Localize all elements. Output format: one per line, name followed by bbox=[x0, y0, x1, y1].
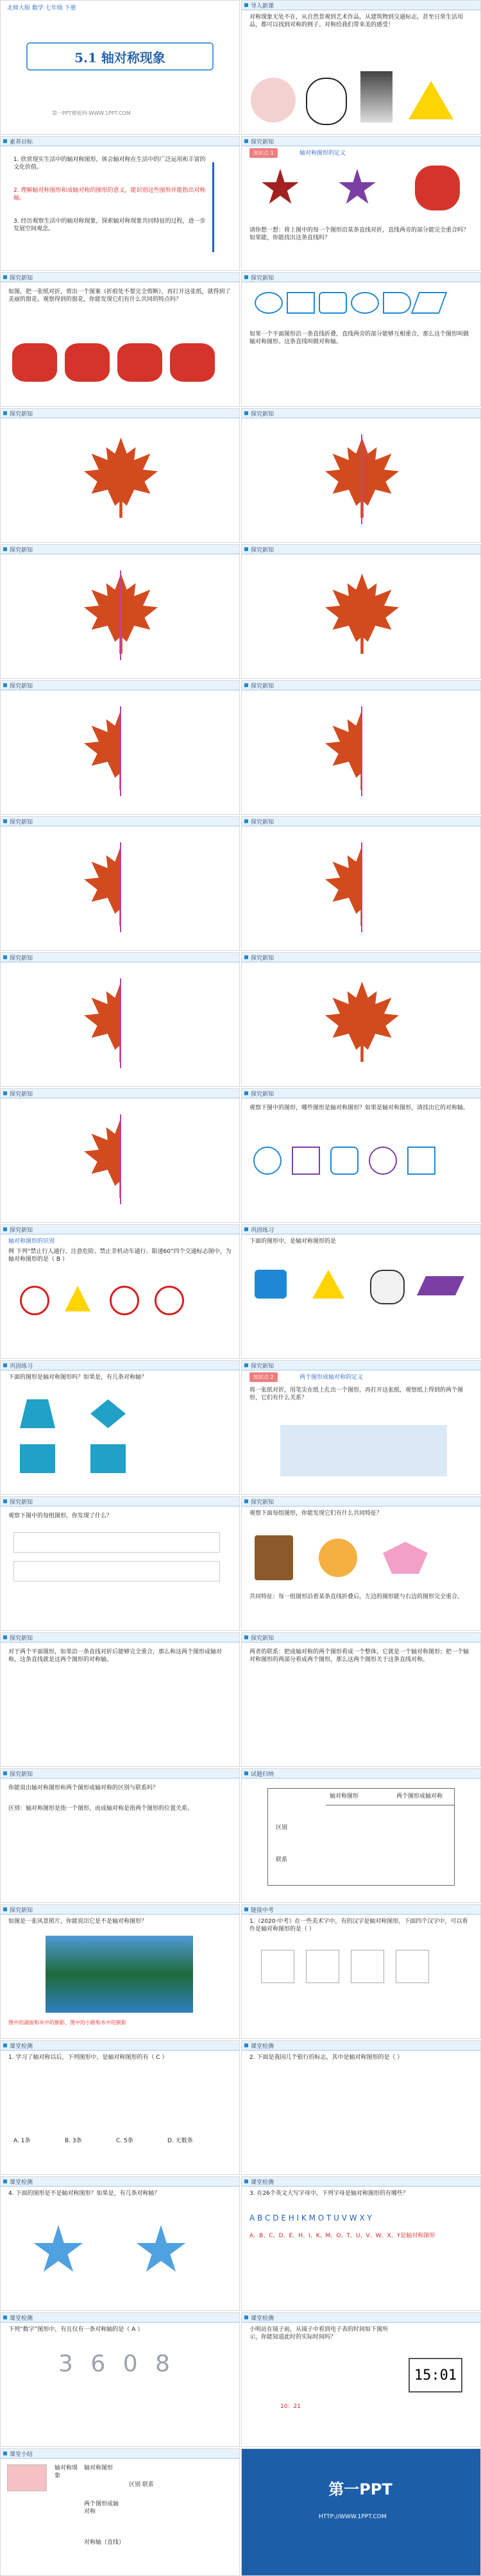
slide-text: 如图，把一张纸对折，剪出一个图案（折痕处不要完全剪断），再打开这张纸，就得到了美丽的窗花。观察得到的窗花，你能发现它们有什么共同的特点吗？ bbox=[8, 289, 231, 303]
example-text: 例 下列“禁止行人通行、注意危险、禁止非机动车通行、限速60”四个交通标志图中，为轴对称图形的是（ B ） bbox=[8, 1249, 232, 1263]
bullet-icon bbox=[3, 547, 7, 551]
symmetry-axis-line bbox=[120, 1114, 121, 1204]
slide-11[interactable] bbox=[0, 680, 240, 815]
shape-icon bbox=[411, 292, 447, 314]
star-shape-icon bbox=[135, 2225, 187, 2276]
definition-text: 如果一个平面图形沿一条直线折叠，直线两旁的部分能够互相重合，那么这个图形叫做轴对称图形。这条直线叫做对称轴。 bbox=[249, 331, 469, 345]
summary-branch-2: 两个图形成轴对称 bbox=[84, 2501, 119, 2515]
slide-header: 探究新知 bbox=[1, 817, 239, 826]
bullet-icon bbox=[244, 1499, 248, 1503]
slide-header: 探究新知 bbox=[242, 681, 480, 690]
opera-mask-icon bbox=[370, 1270, 405, 1304]
symmetry-axis-line bbox=[120, 978, 121, 1068]
bullet-icon bbox=[244, 1091, 248, 1095]
paper-cut-image bbox=[65, 343, 110, 382]
slide-13[interactable] bbox=[0, 816, 240, 951]
slide-header: 探究新知 bbox=[242, 273, 480, 282]
pattern-box bbox=[261, 1950, 294, 1983]
slide-header: 探究新知 bbox=[242, 817, 480, 826]
relationship-text: 两者的联系：把成轴对称的两个图形看成一个整体，它就是一个轴对称图形；把一个轴对称图形的两部分看成两个图形，那么这两个图形关于这条直线对称。 bbox=[249, 1649, 469, 1663]
bullet-icon bbox=[244, 1635, 248, 1639]
maple-leaf-image bbox=[325, 574, 399, 654]
progress-arrow-icon bbox=[212, 162, 230, 252]
slide-7[interactable] bbox=[0, 408, 240, 543]
bullet-icon bbox=[244, 275, 248, 279]
slide-header: 探究新知 bbox=[1, 953, 239, 962]
maple-leaf-image bbox=[84, 438, 158, 518]
slide-header: 探究新知 bbox=[242, 1361, 480, 1370]
bullet-icon bbox=[244, 955, 248, 959]
footer-text: 第一PPT模板网-WWW.1PPT.COM bbox=[52, 110, 131, 116]
slide-4[interactable] bbox=[241, 136, 481, 271]
knowledge-point-badge: 知识点 1 bbox=[249, 148, 278, 158]
slide-header: 课堂检测 bbox=[1, 2177, 239, 2187]
course-label: 北师大版 数学 七年级 下册 bbox=[7, 5, 76, 12]
bullet-icon bbox=[244, 2179, 248, 2183]
comparison-table bbox=[267, 1788, 455, 1886]
slide-19[interactable] bbox=[0, 1224, 240, 1359]
slide-35[interactable] bbox=[0, 2312, 240, 2447]
symmetry-axis-line bbox=[120, 842, 121, 932]
slide-9[interactable] bbox=[0, 544, 240, 679]
kp-title: 轴对称图形的定义 bbox=[300, 150, 346, 157]
paper-fold-image bbox=[280, 1425, 447, 1476]
slide-header: 探究新知 bbox=[1, 1633, 239, 1642]
symbol-icon bbox=[292, 1147, 320, 1175]
photo-note: 图中的湖面和水中的倒影，图中的小路和水中的倒影 bbox=[8, 2020, 126, 2026]
goal-3: 3. 经历观察生活中的轴对称现象，探索轴对称现象共同特征的过程，进一步发展空间观念。 bbox=[13, 218, 206, 232]
question-text: 请你想一想：将上图中的每一个图形沿某条直线对折，直线两旁的部分能完全重合吗？如果能，你能找出这条直线吗？ bbox=[249, 227, 469, 241]
slide-header: 探究新知 bbox=[1, 1905, 239, 1915]
bullet-icon bbox=[3, 1635, 7, 1639]
symbol-icon bbox=[407, 1147, 435, 1175]
star-shape-icon bbox=[261, 169, 300, 207]
slide-header: 探究新知 bbox=[242, 1633, 480, 1642]
mask-image bbox=[306, 78, 347, 125]
bullet-icon bbox=[3, 2452, 7, 2455]
letters-row: A B C D E H I K M O T U V W X Y bbox=[249, 2213, 372, 2222]
symbol-row bbox=[253, 1147, 459, 1185]
triangle-sign-icon bbox=[312, 1270, 344, 1299]
bullet-icon bbox=[244, 547, 248, 551]
slide-header: 探究新知 bbox=[1, 1225, 239, 1234]
bullet-icon bbox=[3, 683, 7, 687]
symmetry-axis-line bbox=[361, 706, 362, 796]
slide-18[interactable] bbox=[241, 1088, 481, 1223]
slide-15[interactable] bbox=[0, 952, 240, 1087]
slide-header: 探究新知 bbox=[242, 137, 480, 146]
symmetry-axis-line bbox=[120, 706, 121, 796]
square-shape bbox=[90, 1444, 126, 1473]
bullet-icon bbox=[244, 139, 248, 143]
answer-time: 10：21 bbox=[280, 2403, 301, 2410]
paper-cut-image bbox=[12, 343, 57, 382]
shape-icon bbox=[287, 292, 315, 314]
summary-axis: 对称轴（直线） bbox=[84, 2539, 125, 2546]
bullet-icon bbox=[3, 1499, 7, 1503]
bullet-icon bbox=[3, 1227, 7, 1231]
door-image bbox=[255, 1535, 293, 1580]
symmetry-axis-line bbox=[361, 842, 362, 932]
bullet-icon bbox=[3, 2179, 7, 2183]
slide-37[interactable] bbox=[0, 2448, 240, 2576]
choice-b[interactable]: B. 3条 bbox=[65, 2138, 82, 2144]
pattern-box bbox=[306, 1950, 339, 1983]
bullet-icon bbox=[244, 2043, 248, 2047]
slide-17[interactable] bbox=[0, 1088, 240, 1223]
clock-digits: 15:01 bbox=[414, 2367, 457, 2384]
question-text: 下列“数字”图形中，有且仅有一条对称轴的是（ A ） bbox=[8, 2326, 144, 2333]
slide-6[interactable] bbox=[241, 272, 481, 407]
question-text: 下面的图形是轴对称图形吗？如果是，有几条对称轴？ bbox=[8, 1374, 148, 1381]
slide-header: 探究新知 bbox=[242, 409, 480, 418]
slide-header: 课堂检测 bbox=[1, 2041, 239, 2051]
bullet-icon bbox=[244, 3, 248, 7]
conclusion-text: 共同特征：每一组图形沿着某条直线折叠后，左边的图形能与右边的图形完全重合。 bbox=[249, 1594, 464, 1600]
slide-header: 探究新知 bbox=[1, 681, 239, 690]
slide-header: 素养目标 bbox=[1, 137, 239, 146]
bullet-icon bbox=[3, 1907, 7, 1911]
slide-25[interactable] bbox=[0, 1632, 240, 1767]
slide-31[interactable] bbox=[0, 2040, 240, 2175]
slide-header: 巩固练习 bbox=[1, 1361, 239, 1370]
bullet-icon bbox=[244, 411, 248, 415]
bullet-icon bbox=[244, 1363, 248, 1367]
maple-leaf-image bbox=[325, 982, 399, 1062]
pentagon-image bbox=[383, 1542, 428, 1574]
bullet-icon bbox=[3, 275, 7, 279]
warning-sign-icon bbox=[409, 81, 453, 119]
bullet-icon bbox=[3, 1363, 7, 1367]
slide-header: 巩固练习 bbox=[242, 1225, 480, 1234]
shape-icon bbox=[383, 292, 411, 314]
question-text: 2. 下面是我国几个银行的标志，其中是轴对称图形的是（ ） bbox=[249, 2054, 403, 2061]
pattern-strip bbox=[13, 1561, 220, 1582]
slide-36[interactable] bbox=[241, 2312, 481, 2447]
slide-5[interactable] bbox=[0, 272, 240, 407]
slide-38[interactable] bbox=[241, 2448, 481, 2576]
goal-2: 2. 理解轴对称图形和成轴对称的图形的意义，能识别这些图形并能指出对称轴。 bbox=[13, 187, 206, 201]
question-text: 4. 下面的图形是不是轴对称图形？如果是，有几条对称轴？ bbox=[8, 2190, 160, 2197]
slide-header: 探究新知 bbox=[1, 545, 239, 554]
bullet-icon bbox=[3, 139, 7, 143]
slide-26[interactable] bbox=[241, 1632, 481, 1767]
row-label: 区别 bbox=[276, 1825, 288, 1831]
definition-text: 对于两个平面图形，如果沿一条直线对折后能够完全重合，那么称这两个图形成轴对称，这条直线就是这两个图形的对称轴。 bbox=[8, 1649, 223, 1663]
no-pedestrian-sign-icon bbox=[20, 1286, 49, 1315]
symmetry-axis-line bbox=[120, 570, 121, 660]
slide-20[interactable] bbox=[241, 1224, 481, 1359]
slide-16[interactable] bbox=[241, 952, 481, 1087]
summary-branch-1: 轴对称图形 bbox=[84, 2465, 114, 2471]
no-bicycle-sign-icon bbox=[110, 1286, 139, 1315]
star-shape-icon bbox=[338, 169, 376, 207]
warning-sign-icon bbox=[65, 1286, 90, 1311]
butterfly-icon bbox=[415, 166, 460, 210]
butterfly-image bbox=[251, 78, 296, 123]
star-shape-icon bbox=[33, 2225, 84, 2276]
question-text: 你能说出轴对称图形和两个图形成轴对称的区别与联系吗？ bbox=[8, 1785, 159, 1791]
slide-32[interactable] bbox=[241, 2040, 481, 2175]
pattern-strip bbox=[13, 1532, 220, 1553]
slide-12[interactable] bbox=[241, 680, 481, 815]
slide-header: 课堂小结 bbox=[1, 2449, 239, 2459]
slide-header: 链接中考 bbox=[242, 1905, 480, 1915]
slide-header: 探究新知 bbox=[1, 1769, 239, 1778]
question-text: 1.（2020·中考）在一些美术字中，有的汉字是轴对称图形，下面四个汉字中，可以看作是轴对称图形的是（ ） bbox=[249, 1918, 468, 1932]
bullet-icon bbox=[244, 819, 248, 823]
speed-limit-60-sign-icon bbox=[155, 1286, 184, 1315]
bullet-icon bbox=[244, 1227, 248, 1231]
shape-icon bbox=[319, 292, 347, 314]
slide-header: 导入新课 bbox=[242, 1, 480, 10]
slide-header: 探究新知 bbox=[1, 1089, 239, 1098]
symbol-icon bbox=[369, 1147, 397, 1175]
bullet-icon bbox=[3, 955, 7, 959]
bullet-icon bbox=[244, 683, 248, 687]
question-text: 下面的图形中，是轴对称图形的是 bbox=[249, 1238, 337, 1245]
slide-33[interactable] bbox=[0, 2176, 240, 2311]
digital-clock bbox=[409, 2358, 462, 2393]
slide-header: 探究新知 bbox=[1, 273, 239, 282]
slide-24[interactable] bbox=[241, 1496, 481, 1631]
slide-text: 对称现象无处不在，从自然景观到艺术作品，从建筑物到交通标志，甚至日常生活用品，都可以找到对称的例子。对称给我们带来美的感受！ bbox=[249, 14, 464, 28]
choice-c[interactable]: C. 5条 bbox=[116, 2138, 133, 2144]
table-header-2: 两个图形成轴对称 bbox=[396, 1793, 443, 1800]
summary-image-left bbox=[7, 2464, 47, 2491]
question-text: 如图是一张风景照片，你能说出它是不是轴对称图形？ bbox=[8, 1918, 148, 1925]
shape-icon bbox=[351, 292, 379, 314]
kp-title: 两个图形成轴对称的定义 bbox=[300, 1374, 364, 1381]
slide-23[interactable] bbox=[0, 1496, 240, 1631]
traffic-signs-row bbox=[20, 1286, 199, 1318]
slide-27[interactable] bbox=[0, 1768, 240, 1903]
slide-3[interactable] bbox=[0, 136, 240, 271]
bullet-icon bbox=[244, 2316, 248, 2319]
shirt-icon bbox=[255, 1270, 287, 1299]
slide-header: 课堂检测 bbox=[242, 2313, 480, 2323]
row-label: 联系 bbox=[276, 1857, 288, 1863]
pattern-box bbox=[396, 1950, 429, 1983]
bullet-icon bbox=[3, 2043, 7, 2047]
diamond-shape bbox=[90, 1399, 126, 1428]
question-text: 1. 学习了轴对称以后，下列图形中，是轴对称图形的有（ C ） bbox=[8, 2054, 168, 2061]
slide-header: 课堂检测 bbox=[1, 2313, 239, 2323]
slide-header: 课堂检测 bbox=[242, 2177, 480, 2187]
lesson-title: 5.1 轴对称现象 bbox=[74, 49, 165, 65]
question-text: 观察下面每组图形，你能发现它们有什么共同特征？ bbox=[249, 1510, 383, 1517]
title-box bbox=[26, 42, 214, 71]
slide-8[interactable] bbox=[241, 408, 481, 543]
slide-header: 探究新知 bbox=[242, 1089, 480, 1098]
parallelogram-icon bbox=[417, 1276, 464, 1295]
bullet-icon bbox=[244, 1907, 248, 1911]
landscape-photo bbox=[46, 1936, 193, 2013]
brand-logo-text: 第一PPT bbox=[328, 2480, 392, 2498]
slide-header: 探究新知 bbox=[242, 1497, 480, 1506]
pattern-box bbox=[351, 1950, 384, 1983]
digit-figures: 3 6 0 8 bbox=[58, 2351, 175, 2377]
bullet-icon bbox=[3, 411, 7, 415]
slide-text: 将一张纸对折，用笔尖在纸上扎出一个图形，再打开这张纸，观察纸上得到的两个图形，它们有什么关系？ bbox=[249, 1387, 464, 1401]
slide-header: 探究新知 bbox=[242, 953, 480, 962]
question-text: 3. 在26个英文大写字母中，下列字母是轴对称图形的有哪些？ bbox=[249, 2190, 409, 2197]
butterfly-image bbox=[319, 1539, 357, 1577]
choice-a[interactable]: A. 1条 bbox=[13, 2138, 31, 2144]
brand-url[interactable]: HTTP://WWW.1PPT.COM bbox=[319, 2514, 387, 2520]
slide-29[interactable] bbox=[0, 1904, 240, 2039]
slide-14[interactable] bbox=[241, 816, 481, 951]
bullet-icon bbox=[3, 1771, 7, 1775]
question-text: 观察下图中的每组图形，你发现了什么？ bbox=[8, 1513, 113, 1519]
paper-cut-image bbox=[117, 343, 162, 382]
choice-d[interactable]: D. 无数条 bbox=[167, 2138, 193, 2144]
slide-22[interactable] bbox=[241, 1360, 481, 1495]
slide-10[interactable] bbox=[241, 544, 481, 679]
bullet-icon bbox=[3, 1091, 7, 1095]
table-header-1: 轴对称图形 bbox=[330, 1793, 359, 1800]
slide-header: 探究新知 bbox=[1, 409, 239, 418]
slide-28[interactable] bbox=[241, 1768, 481, 1903]
slide-21[interactable] bbox=[0, 1360, 240, 1495]
bullet-icon bbox=[3, 2316, 7, 2319]
difference-text: 区别：轴对称图形是指一个图形，而成轴对称是指两个图形的位置关系。 bbox=[8, 1805, 194, 1812]
question-text: 小明站在镜子前，从镜子中看到电子表的时间如下图所示，你能知道此时的实际时间吗？ bbox=[249, 2326, 389, 2341]
slide-header: 探究新知 bbox=[1, 1497, 239, 1506]
knowledge-point-badge: 知识点 2 bbox=[249, 1372, 278, 1382]
slide-34[interactable] bbox=[241, 2176, 481, 2311]
shape-icon bbox=[255, 292, 283, 314]
slide-2[interactable] bbox=[241, 0, 481, 135]
table-header bbox=[326, 1789, 454, 1805]
kp-title: 轴对称图形的识别 bbox=[8, 1238, 55, 1245]
square-shape bbox=[20, 1444, 55, 1473]
question-text: 观察下图中的图形，哪些图形是轴对称图形？如果是轴对称图形，请找出它的对称轴。 bbox=[249, 1105, 469, 1111]
bullet-icon bbox=[244, 1771, 248, 1775]
paper-cut-image bbox=[170, 343, 215, 382]
symmetry-axis-line bbox=[361, 434, 362, 524]
bullet-icon bbox=[3, 819, 7, 823]
slide-30[interactable] bbox=[241, 1904, 481, 2039]
symbol-icon bbox=[253, 1147, 282, 1175]
tower-image bbox=[360, 71, 392, 123]
symbol-icon bbox=[330, 1147, 359, 1175]
summary-root: 轴对称现象 bbox=[55, 2465, 78, 2479]
slide-header: 探究新知 bbox=[242, 545, 480, 554]
slide-header: 课堂检测 bbox=[242, 2041, 480, 2051]
summary-center: 区别 联系 bbox=[129, 2482, 154, 2488]
trapezoid-shape bbox=[20, 1399, 55, 1428]
slide-1[interactable] bbox=[0, 0, 240, 135]
answer-text: A、B、C、D、E、H、I、K、M、O、T、U、V、W、X、Y是轴对称图形 bbox=[249, 2233, 435, 2239]
goal-1: 1. 欣赏现实生活中的轴对称图形，体会轴对称在生活中的广泛运用和丰富的文化价值。 bbox=[13, 157, 206, 171]
slide-header: 试题归纳 bbox=[242, 1769, 480, 1778]
